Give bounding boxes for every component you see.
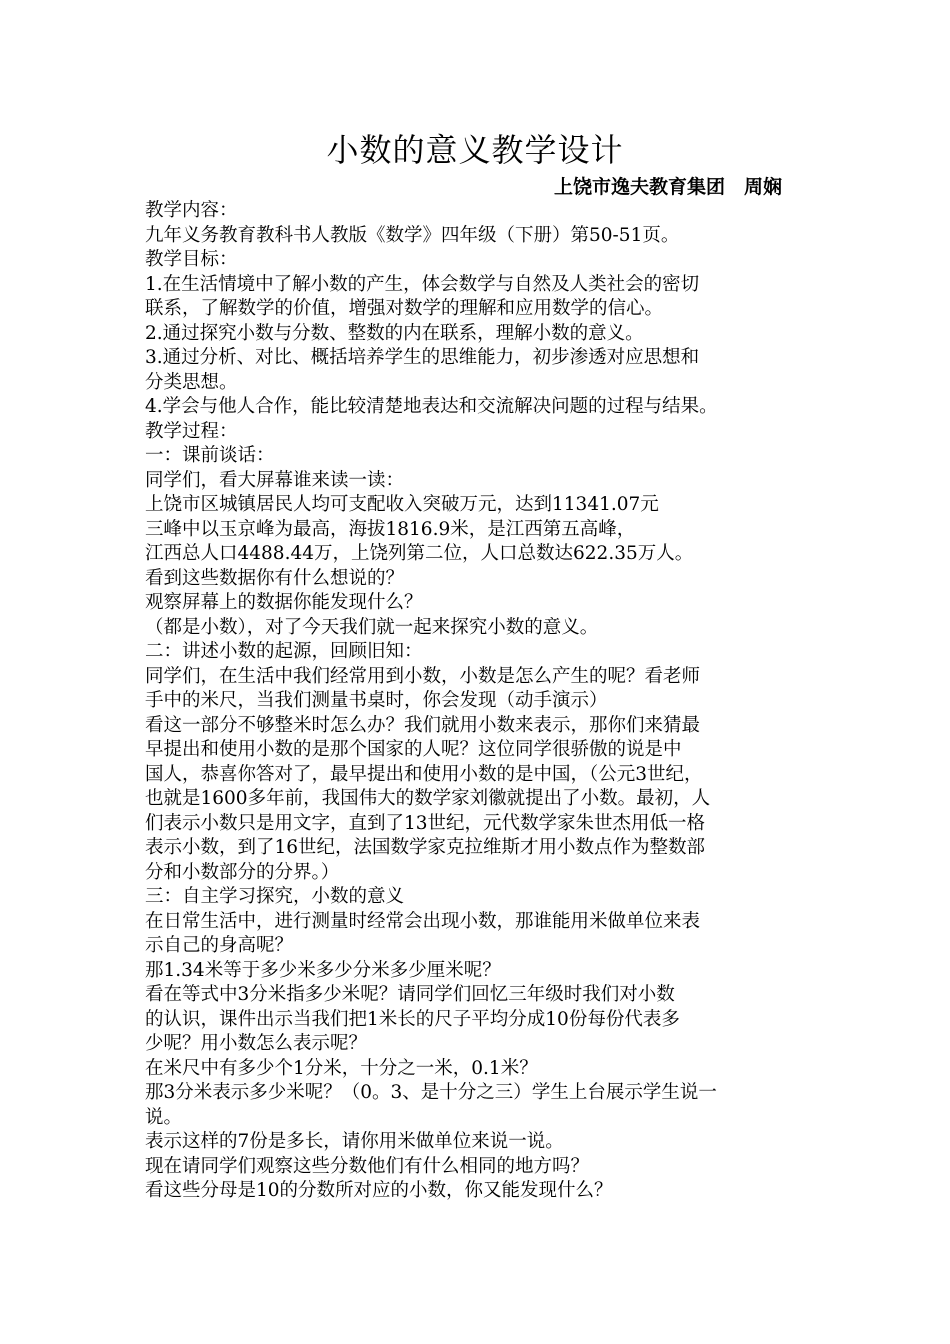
- document-body: [145, 199, 820, 1204]
- text-line: 那1.34米等于多少米多少分米多少厘米呢？: [145, 959, 501, 981]
- text-line: 教学内容：: [145, 200, 238, 221]
- text-line: 表示这样的7份是多长，请你用米做单位来说一说。: [145, 1131, 564, 1152]
- text-line: 早提出和使用小数的是那个国家的人呢？这位同学很骄傲的说是中: [145, 739, 682, 760]
- text-line: 一：课前谈话：: [145, 445, 275, 466]
- text-line: 观察屏幕上的数据你能发现什么？: [145, 592, 423, 613]
- text-line: 2.通过探究小数与分数、整数的内在联系，理解小数的意义。: [145, 322, 644, 344]
- text-line: 3.通过分析、对比、概括培养学生的思维能力，初步渗透对应思想和: [145, 347, 700, 368]
- text-line: 也就是1600多年前，我国伟大的数学家刘徽就提出了小数。最初，人: [145, 788, 711, 809]
- text-line: 现在请同学们观察这些分数他们有什么相同的地方吗？: [145, 1155, 590, 1177]
- text-line: 同学们，看大屏幕谁来读一读：: [145, 469, 405, 491]
- text-line: 1.在生活情境中了解小数的产生，体会数学与自然及人类社会的密切: [145, 273, 700, 295]
- text-line: 分和小数部分的分界。）: [145, 861, 340, 883]
- text-line: 手中的米尺，当我们测量书桌时，你会发现（动手演示）: [145, 690, 608, 711]
- document-title: 小数的意义教学设计: [326, 131, 624, 169]
- text-line: 教学目标：: [145, 249, 238, 270]
- text-line: 三峰中以玉京峰为最高，海拔1816.9米，是江西第五高峰，: [145, 518, 636, 540]
- text-line: 同学们，在生活中我们经常用到小数，小数是怎么产生的呢？看老师: [145, 665, 701, 687]
- text-line: 示自己的身高呢？: [145, 935, 294, 956]
- text-line: 三：自主学习探究，小数的意义: [145, 886, 405, 907]
- text-line: 看这一部分不够整米时怎么办？我们就用小数来表示，那你们来猜最: [145, 714, 701, 736]
- text-line: 二：讲述小数的起源，回顾旧知：: [145, 641, 423, 662]
- text-line: 们表示小数只是用文字，直到了13世纪，元代数学家朱世杰用低一格: [145, 812, 706, 834]
- text-line: 教学过程：: [145, 420, 238, 442]
- text-line: 看这些分母是10的分数所对应的小数，你又能发现什么？: [145, 1180, 613, 1201]
- text-line: 国人，恭喜你答对了，最早提出和使用小数的是中国，（公元3世纪，: [145, 763, 703, 785]
- text-line: 看在等式中3分米指多少米呢？请同学们回忆三年级时我们对小数: [145, 984, 675, 1005]
- text-line: （都是小数），对了今天我们就一起来探究小数的意义。: [145, 616, 599, 638]
- text-line: 在米尺中有多少个1分米，十分之一米，0.1米？: [145, 1057, 538, 1079]
- text-line: 少呢？用小数怎么表示呢？: [145, 1033, 368, 1054]
- text-line: 的认识，课件出示当我们把1米长的尺子平均分成10份每份代表多: [145, 1008, 680, 1030]
- text-line: 九年义务教育教科书人教版《数学》四年级（下册）第50-51页。: [145, 224, 680, 246]
- document-author: 上饶市逸夫教育集团 周娴: [553, 176, 782, 198]
- text-line: 那3分米表示多少米呢？（0。3、是十分之三）学生上台展示学生说一: [145, 1082, 717, 1103]
- text-line: 4.学会与他人合作，能比较清楚地表达和交流解决问题的过程与结果。: [145, 396, 718, 417]
- text-line: 看到这些数据你有什么想说的？: [145, 567, 405, 589]
- text-line: 表示小数，到了16世纪，法国数学家克拉维斯才用小数点作为整数部: [145, 837, 706, 858]
- text-line: 在日常生活中，进行测量时经常会出现小数，那谁能用米做单位来表: [145, 910, 701, 932]
- text-line: 联系，了解数学的价值，增强对数学的理解和应用数学的信心。: [145, 298, 664, 319]
- text-line: 上饶市区城镇居民人均可支配收入突破万元，达到11341.07元: [145, 494, 659, 515]
- text-line: 说。: [145, 1106, 183, 1128]
- text-line: 江西总人口4488.44万，上饶列第二位，人口总数达622.35万人。: [145, 543, 694, 564]
- text-line: 分类思想。: [145, 371, 238, 393]
